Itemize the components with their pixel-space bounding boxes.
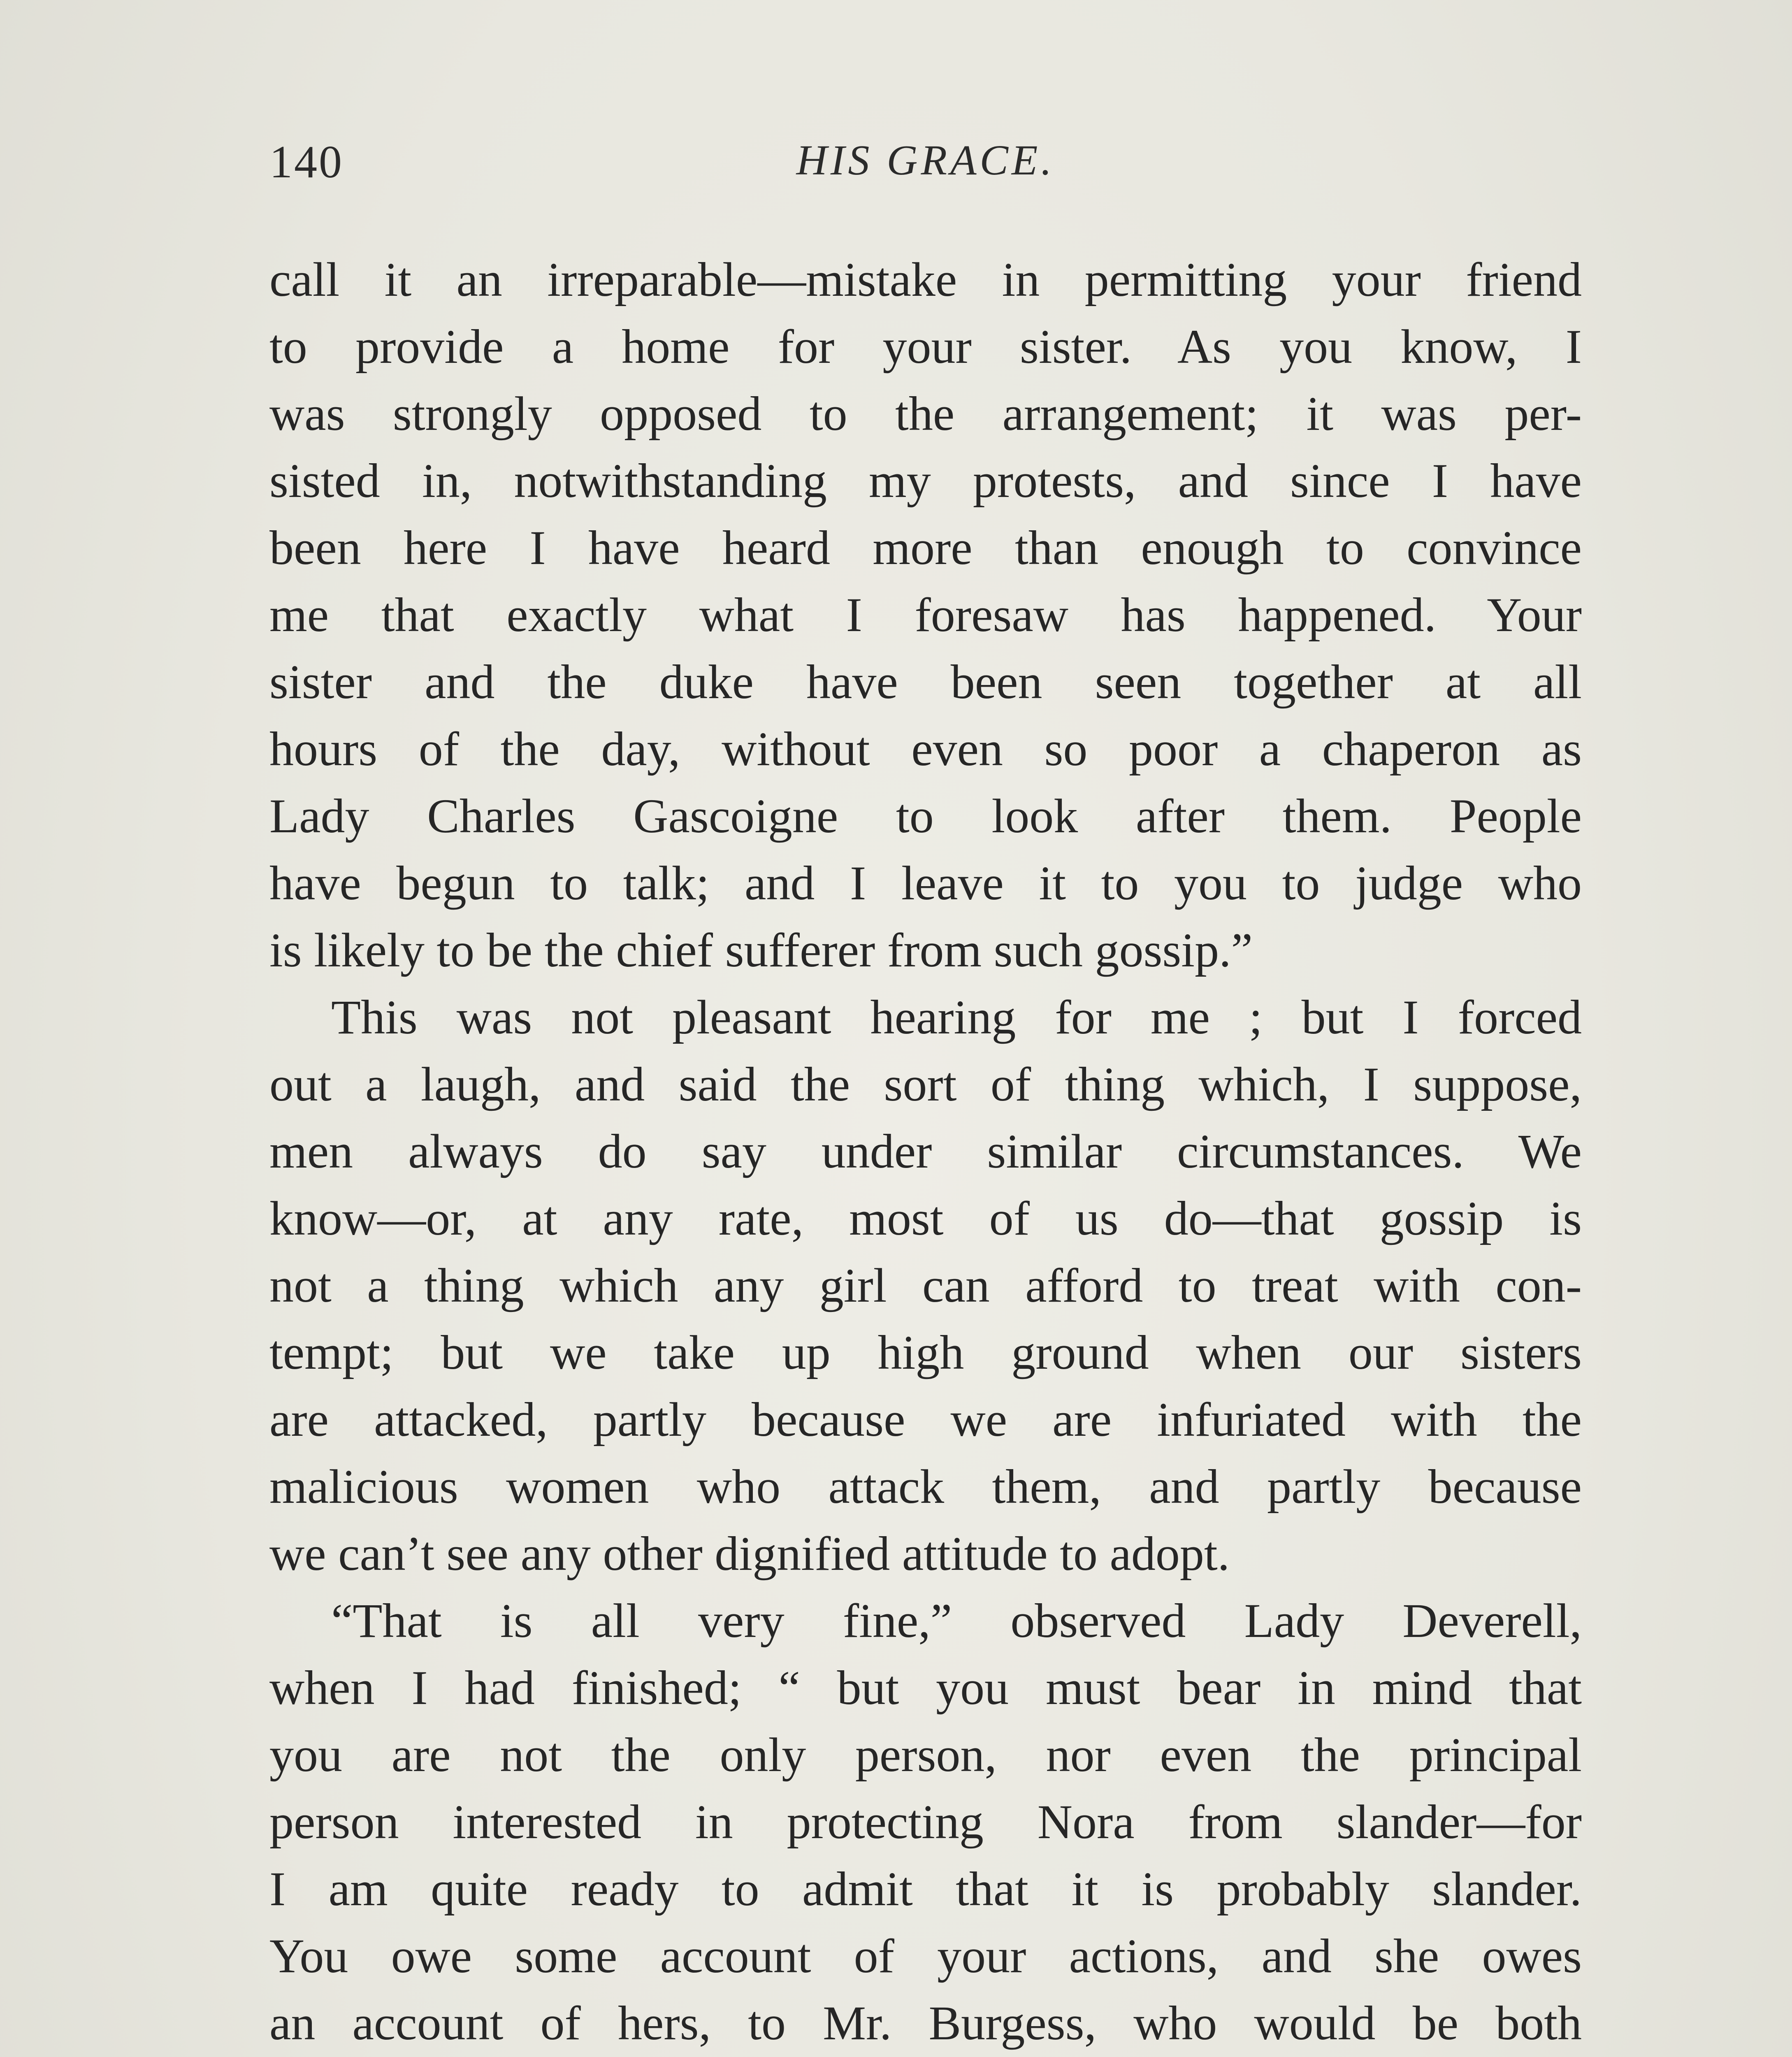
page-number: 140 [269,137,344,188]
text-line: men always do say under similar circumstances. We [269,1124,1582,1178]
text-line: I am quite ready to admit that it is probably slander. [269,1862,1582,1916]
text-line: “That is all very fine,” observed Lady Deverell, [331,1594,1582,1648]
text-line: not a thing which any girl can afford to treat with con- [269,1258,1582,1312]
text-line: been here I have heard more than enough to convince [269,521,1582,575]
text-line: is likely to be the chief sufferer from such gossip.” [269,923,1253,977]
text-line: was strongly opposed to the arrangement; it was per- [269,387,1582,441]
text-line: tempt; but we take up high ground when our sisters [269,1326,1582,1379]
text-line: Lady Charles Gascoigne to look after them. People [269,789,1582,843]
running-head [269,136,1582,197]
text-line: when I had finished; “ but you must bear in mind that [269,1661,1582,1715]
text-line: malicious women who attack them, and partly because [269,1460,1582,1514]
text-line: out a laugh, and said the sort of thing which, I suppose, [269,1057,1582,1111]
text-line: person interested in protecting Nora from slander—for [269,1795,1582,1849]
text-line: we can’t see any other dignified attitude to adopt. [269,1527,1230,1581]
text-line: This was not pleasant hearing for me ; but I forced [331,990,1582,1044]
text-line: call it an irreparable—mistake in permitting your friend [269,253,1582,306]
text-line: an account of hers, to Mr. Burgess, who would be both [269,1996,1582,2050]
text-line: sister and the duke have been seen together at all [269,655,1582,709]
running-title: HIS GRACE. [796,137,1055,184]
text-line: me that exactly what I foresaw has happened. Your [269,588,1582,642]
text-line: are attacked, partly because we are infuriated with the [269,1393,1582,1446]
text-line: hours of the day, without even so poor a chaperon as [269,722,1582,776]
body-text [269,246,1582,2057]
text-line: know—or, at any rate, most of us do—that gossip is [269,1191,1582,1245]
text-line: to provide a home for your sister. As you know, I [269,320,1582,374]
text-line: You owe some account of your actions, and she owes [269,1929,1582,1983]
text-line: have begun to talk; and I leave it to you to judge who [269,856,1582,910]
text-line: you are not the only person, nor even the principal [269,1728,1582,1782]
text-line: sisted in, notwithstanding my protests, and since I have [269,454,1582,508]
